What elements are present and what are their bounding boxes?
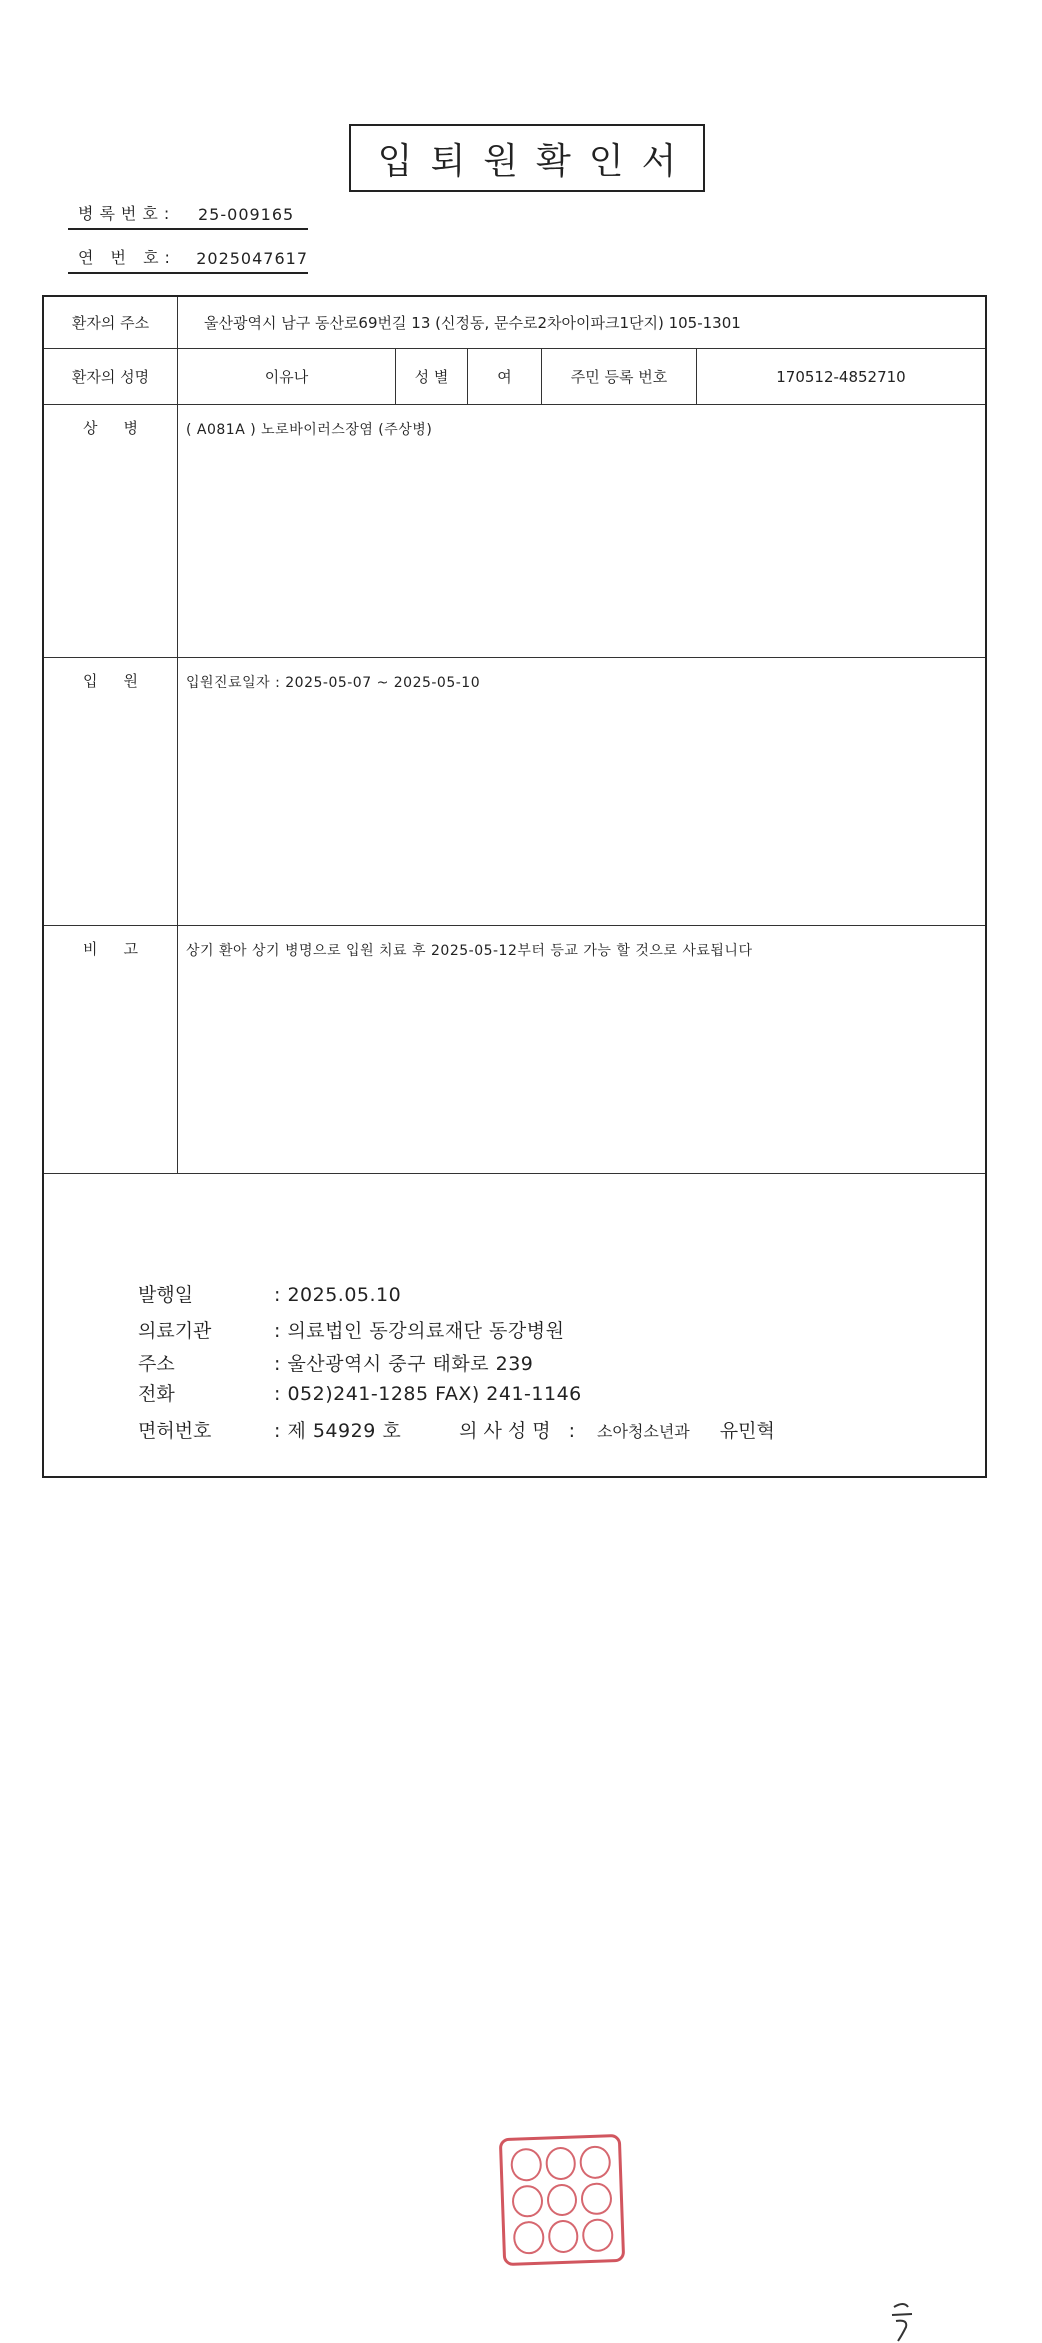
department-value: 소아청소년과	[597, 1422, 690, 1441]
issue-date-value: : 2025.05.10	[274, 1284, 402, 1306]
serial-number-label: 연 번 호:	[78, 248, 176, 267]
rrn-label: 주민 등록 번호	[542, 349, 697, 404]
diagnosis-label: 상병	[44, 405, 178, 657]
phone-value: : 052)241-1285 FAX) 241-1146	[274, 1383, 582, 1405]
remarks-row	[44, 926, 985, 1174]
serial-number-value: 2025047617	[196, 249, 308, 268]
rrn-value: 170512-4852710	[776, 367, 906, 386]
name-value: 이유나	[178, 349, 396, 404]
admission-row	[44, 658, 985, 926]
doctor-name-value: 유민혁	[719, 1420, 775, 1442]
record-number-value: 25-009165	[198, 205, 295, 224]
serial-number-line	[68, 246, 308, 274]
document-title: 입퇴원확인서	[349, 124, 705, 192]
license-label: 면허번호	[138, 1420, 212, 1442]
diagnosis-value: ( A081A ) 노로바이러스장염 (주상병)	[186, 422, 433, 438]
address-row	[44, 297, 985, 349]
issuer-footer	[44, 1174, 985, 1476]
name-row	[44, 349, 985, 405]
name-label: 환자의 성명	[44, 349, 178, 404]
license-line	[138, 1416, 775, 1443]
issue-date-label: 발행일	[138, 1284, 194, 1306]
remarks-label: 비고	[44, 926, 178, 1173]
diagnosis-row	[44, 405, 985, 658]
issue-date-line	[138, 1280, 401, 1307]
institution-address-value: : 울산광역시 중구 태화로 239	[274, 1353, 534, 1375]
admission-label: 입원	[44, 658, 178, 925]
institution-line	[138, 1316, 564, 1343]
institution-address-label: 주소	[138, 1353, 175, 1375]
doctor-label: 의사성명 :	[459, 1420, 582, 1442]
record-number-line	[68, 202, 308, 230]
address-value: 울산광역시 남구 동산로69번길 13 (신정동, 문수로2차아이파크1단지) 105-1301	[204, 314, 741, 332]
institution-address-line	[138, 1349, 533, 1376]
institution-label: 의료기관	[138, 1320, 212, 1342]
remarks-value: 상기 환아 상기 병명으로 입원 치료 후 2025-05-12부터 등교 가능 할 것으로 사료됩니다	[186, 943, 753, 959]
record-number-label: 병록번호:	[78, 204, 176, 223]
phone-label: 전화	[138, 1383, 175, 1405]
doctor-signature	[884, 2299, 920, 2343]
certificate-table	[42, 295, 987, 1478]
institution-value: : 의료법인 동강의료재단 동강병원	[274, 1320, 565, 1342]
sex-label: 성 별	[396, 349, 468, 404]
address-label: 환자의 주소	[44, 297, 178, 348]
admission-value: 입원진료일자 : 2025-05-07 ~ 2025-05-10	[186, 675, 481, 691]
sex-value: 여	[468, 349, 542, 404]
hospital-seal-stamp	[499, 2134, 625, 2266]
license-value: : 제 54929 호	[274, 1420, 402, 1442]
phone-line	[138, 1379, 582, 1406]
